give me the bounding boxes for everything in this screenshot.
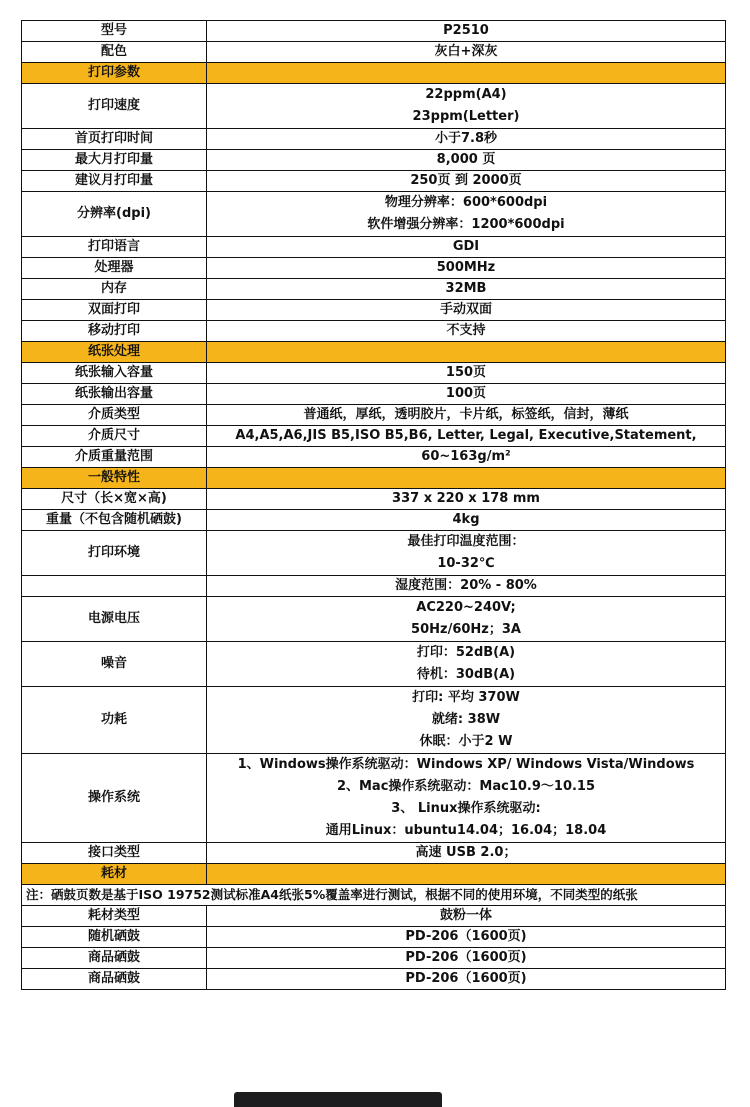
spec-value [207, 192, 726, 237]
spec-label: 移动打印 [22, 321, 207, 342]
section-fill [207, 342, 726, 363]
spec-label: 噪音 [22, 642, 207, 687]
spec-label: 打印语言 [22, 237, 207, 258]
spec-value [207, 754, 726, 843]
spec-label: 商品硒鼓 [22, 948, 207, 969]
note-text: 注：硒鼓页数是基于ISO 19752测试标准A4纸张5%覆盖率进行测试，根据不同的使用环境，不同类型的纸张 [22, 885, 726, 906]
section-fill [207, 63, 726, 84]
spec-value: 8,000 页 [207, 150, 726, 171]
spec-label: 纸张输入容量 [22, 363, 207, 384]
spec-value: 湿度范围：20% - 80% [207, 576, 726, 597]
spec-label [22, 576, 207, 597]
spec-value: 鼓粉一体 [207, 906, 726, 927]
spec-value: 灰白+深灰 [207, 42, 726, 63]
spec-row [22, 258, 726, 279]
spec-value: 高速 USB 2.0； [207, 843, 726, 864]
spec-value: PD-206（1600页) [207, 948, 726, 969]
section-fill [207, 864, 726, 885]
spec-label: 功耗 [22, 687, 207, 754]
spec-label: 电源电压 [22, 597, 207, 642]
spec-row [22, 192, 726, 237]
section-title: 纸张处理 [22, 342, 207, 363]
spec-row [22, 237, 726, 258]
spec-label: 介质类型 [22, 405, 207, 426]
spec-label: 首页打印时间 [22, 129, 207, 150]
spec-value-line: AC220~240V; [416, 600, 516, 615]
spec-row [22, 129, 726, 150]
spec-row [22, 948, 726, 969]
spec-row [22, 384, 726, 405]
spec-label: 建议月打印量 [22, 171, 207, 192]
spec-label: 最大月打印量 [22, 150, 207, 171]
spec-row [22, 279, 726, 300]
spec-label: 耗材类型 [22, 906, 207, 927]
spec-row [22, 576, 726, 597]
spec-value-line: 10-32℃ [437, 556, 495, 571]
spec-value: P2510 [207, 21, 726, 42]
spec-row [22, 447, 726, 468]
spec-table-body [22, 21, 726, 990]
spec-label: 双面打印 [22, 300, 207, 321]
spec-row [22, 597, 726, 642]
spec-value: PD-206（1600页) [207, 927, 726, 948]
spec-value-line: 休眠：小于2 W [419, 734, 513, 749]
spec-value-line: 1、Windows操作系统驱动：Windows XP/ Windows Vista/Windows [237, 757, 695, 772]
spec-row [22, 42, 726, 63]
spec-value: 500MHz [207, 258, 726, 279]
spec-row [22, 321, 726, 342]
spec-label: 操作系统 [22, 754, 207, 843]
spec-value: 4kg [207, 510, 726, 531]
spec-label: 介质尺寸 [22, 426, 207, 447]
spec-row [22, 687, 726, 754]
spec-value [207, 687, 726, 754]
spec-value: PD-206（1600页) [207, 969, 726, 990]
spec-value: A4,A5,A6,JIS B5,ISO B5,B6, Letter, Legal, Executive,Statement, [207, 426, 726, 447]
spec-value-line: 打印：52dB(A) [416, 645, 516, 660]
spec-row [22, 405, 726, 426]
spec-value-line: 就绪: 38W [431, 712, 501, 727]
spec-row [22, 489, 726, 510]
spec-value-line: 22ppm(A4) [425, 87, 507, 102]
spec-row [22, 21, 726, 42]
spec-label: 随机硒鼓 [22, 927, 207, 948]
spec-value: 32MB [207, 279, 726, 300]
section-title: 打印参数 [22, 63, 207, 84]
spec-row [22, 843, 726, 864]
spec-row [22, 969, 726, 990]
spec-row [22, 754, 726, 843]
spec-row [22, 642, 726, 687]
spec-value-line: 通用Linux：ubuntu14.04；16.04；18.04 [325, 823, 607, 838]
spec-label: 打印环境 [22, 531, 207, 576]
spec-label: 接口类型 [22, 843, 207, 864]
spec-row [22, 84, 726, 129]
spec-row [22, 300, 726, 321]
spec-row [22, 150, 726, 171]
spec-value: 337 x 220 x 178 mm [207, 489, 726, 510]
spec-row [22, 510, 726, 531]
spec-value-line: 软件增强分辨率：1200*600dpi [367, 217, 565, 232]
section-header-row [22, 63, 726, 84]
spec-value [207, 531, 726, 576]
spec-value: 不支持 [207, 321, 726, 342]
spec-value [207, 84, 726, 129]
section-title: 耗材 [22, 864, 207, 885]
section-title: 一般特性 [22, 468, 207, 489]
spec-label: 内存 [22, 279, 207, 300]
spec-row [22, 906, 726, 927]
section-fill [207, 468, 726, 489]
spec-row [22, 531, 726, 576]
spec-table [21, 20, 726, 990]
section-header-row [22, 864, 726, 885]
spec-label: 打印速度 [22, 84, 207, 129]
spec-label: 介质重量范围 [22, 447, 207, 468]
printer-image [234, 1092, 442, 1107]
spec-row [22, 426, 726, 447]
spec-label: 分辨率(dpi) [22, 192, 207, 237]
spec-value-line: 物理分辨率：600*600dpi [384, 195, 548, 210]
spec-value: 手动双面 [207, 300, 726, 321]
spec-value: 普通纸，厚纸，透明胶片，卡片纸，标签纸，信封，薄纸 [207, 405, 726, 426]
spec-value: 250页 到 2000页 [207, 171, 726, 192]
section-header-row [22, 342, 726, 363]
spec-value-line: 待机：30dB(A) [416, 667, 516, 682]
spec-label: 配色 [22, 42, 207, 63]
spec-row [22, 363, 726, 384]
spec-value-line: 23ppm(Letter) [412, 109, 520, 124]
section-header-row [22, 468, 726, 489]
spec-value [207, 642, 726, 687]
spec-value: 100页 [207, 384, 726, 405]
spec-value-line: 3、 Linux操作系统驱动: [391, 801, 541, 816]
note-row [22, 885, 726, 906]
spec-label: 尺寸（长×宽×高) [22, 489, 207, 510]
spec-row [22, 927, 726, 948]
spec-value-line: 2、Mac操作系统驱动：Mac10.9～10.15 [336, 779, 596, 794]
spec-value: 小于7.8秒 [207, 129, 726, 150]
spec-label: 处理器 [22, 258, 207, 279]
spec-value-line: 打印: 平均 370W [412, 690, 520, 705]
spec-value-line: 最佳打印温度范围： [407, 534, 525, 549]
spec-label: 商品硒鼓 [22, 969, 207, 990]
spec-value: 60~163g/m² [207, 447, 726, 468]
spec-row [22, 171, 726, 192]
spec-label: 重量（不包含随机硒鼓) [22, 510, 207, 531]
spec-value-line: 50Hz/60Hz；3A [411, 622, 521, 637]
spec-value: GDI [207, 237, 726, 258]
spec-label: 型号 [22, 21, 207, 42]
spec-value: 150页 [207, 363, 726, 384]
spec-value [207, 597, 726, 642]
spec-label: 纸张输出容量 [22, 384, 207, 405]
